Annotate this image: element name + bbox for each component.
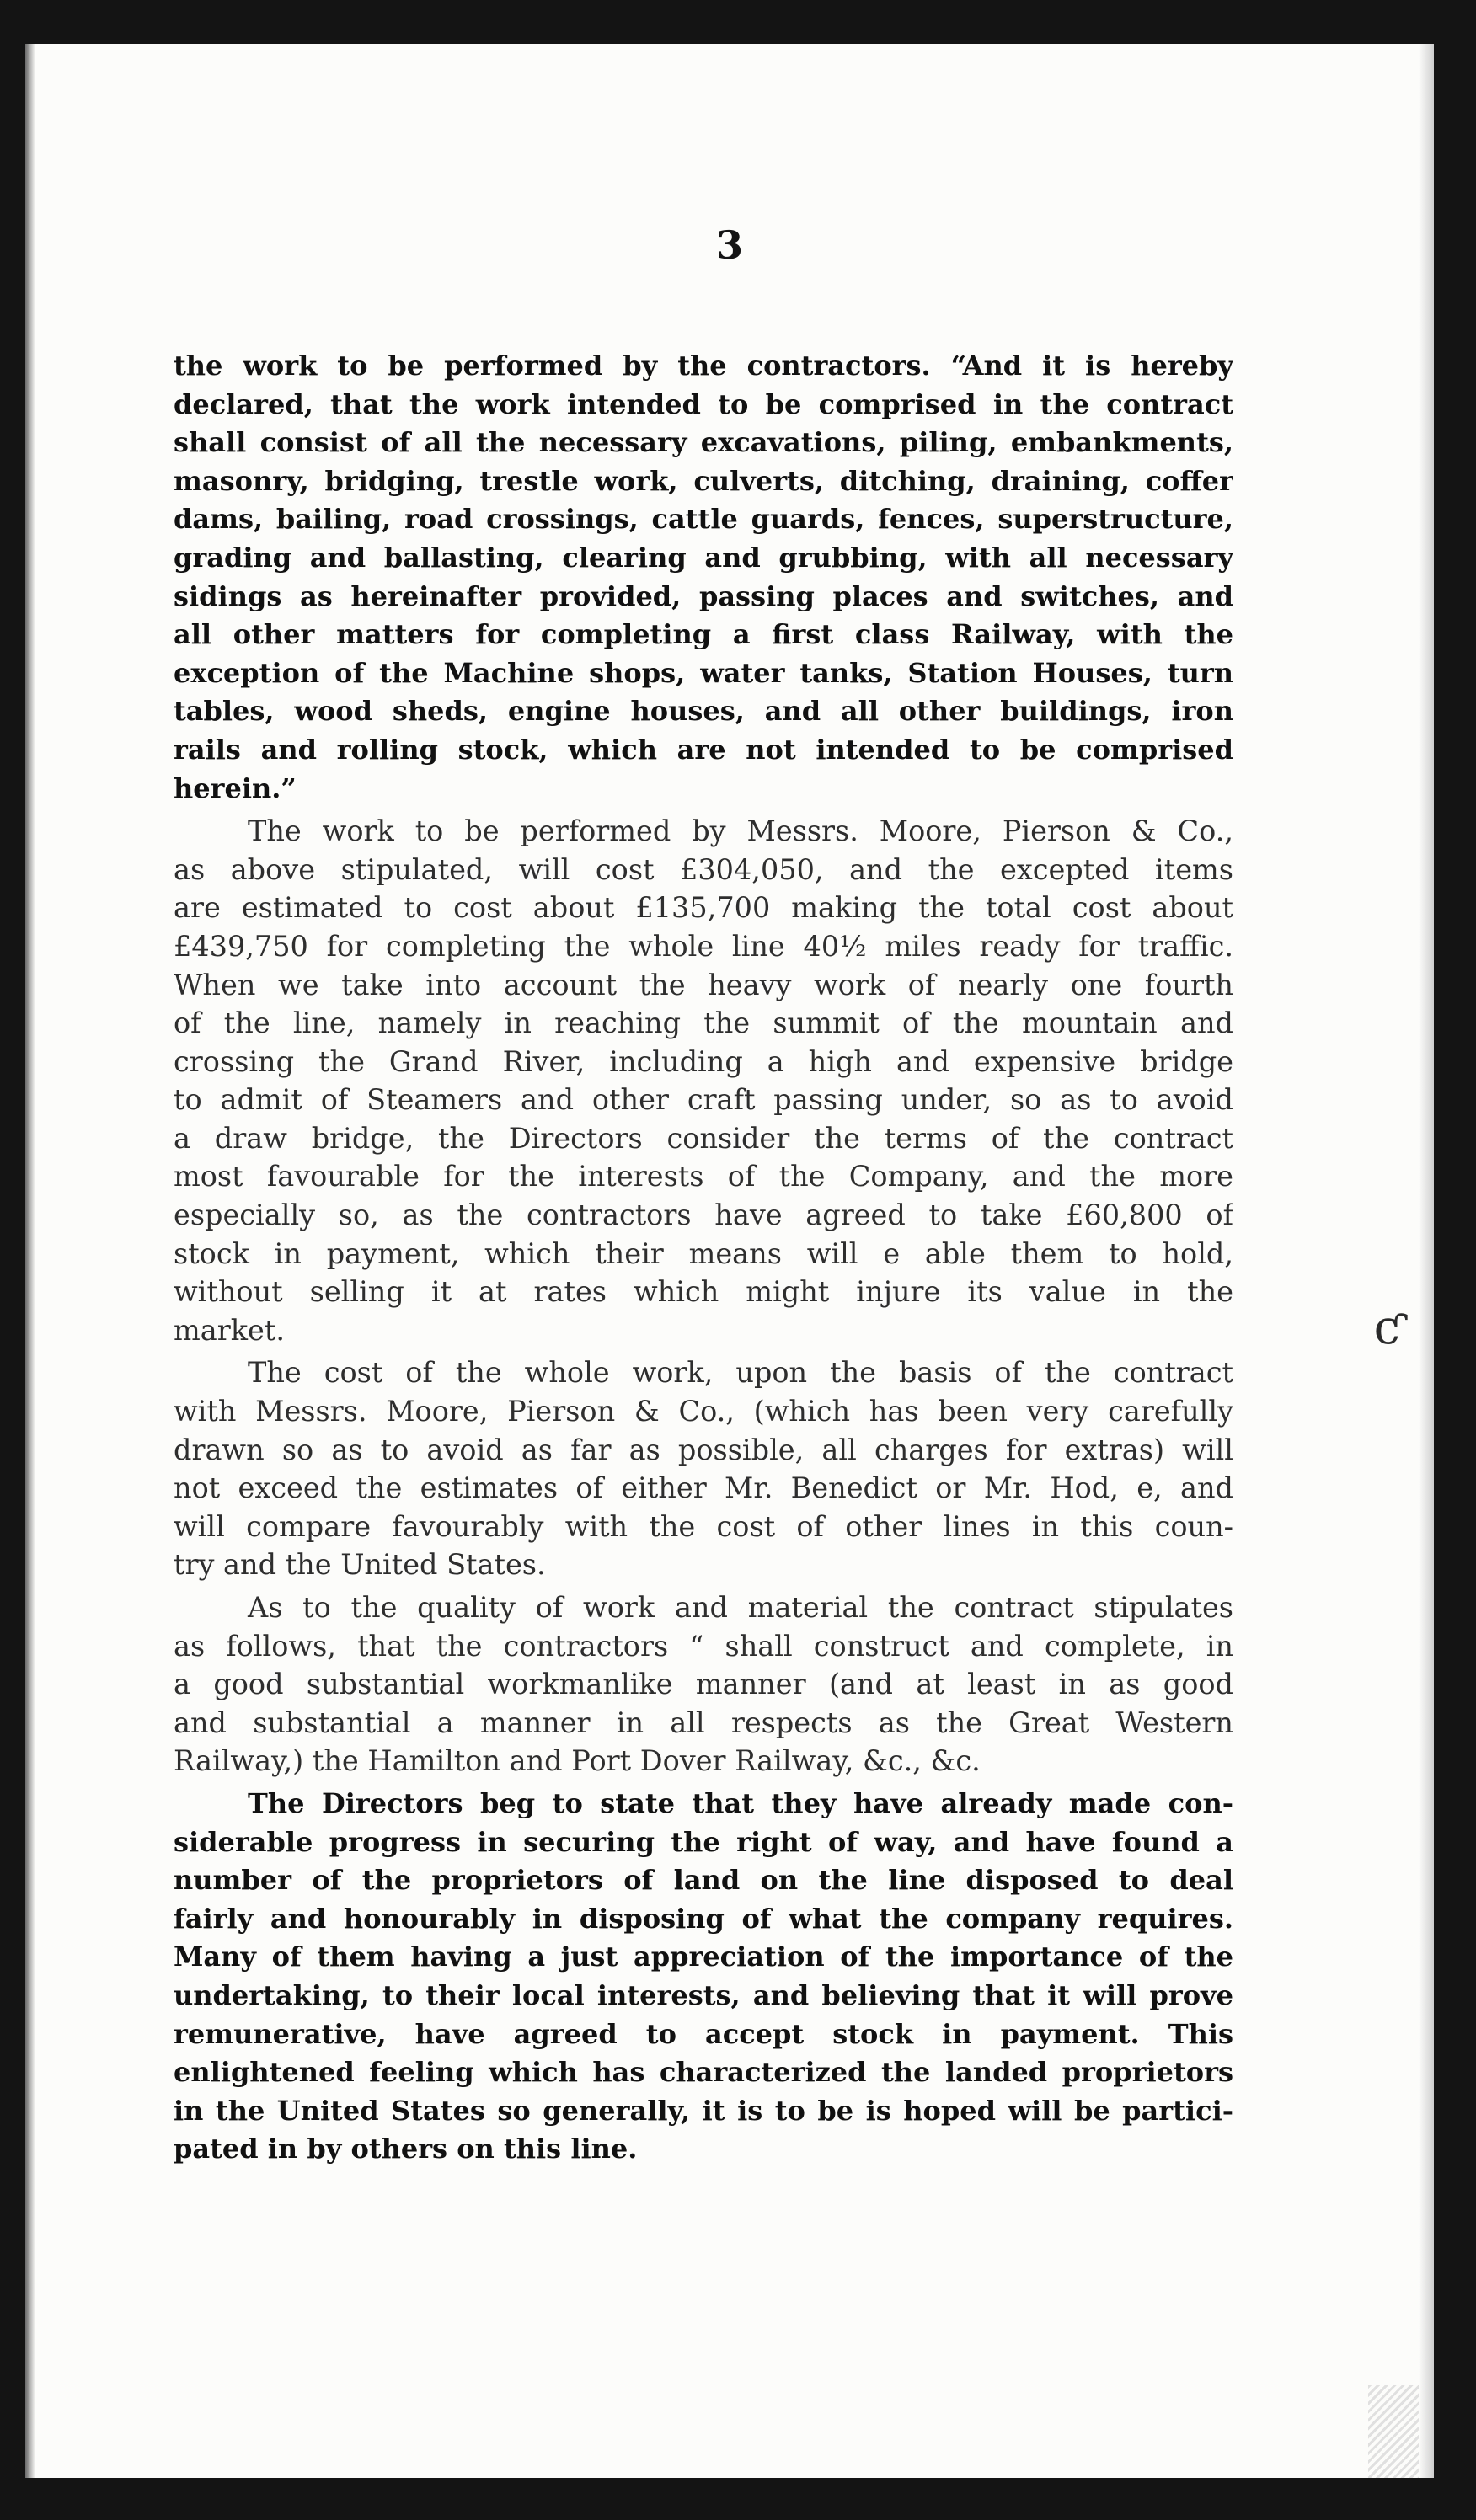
text-line: Railway,) the Hamilton and Port Dover Railway, &c., &c.	[174, 1744, 981, 1778]
text-line: rails and rolling stock, which are not intended to be comprised	[174, 733, 1233, 766]
text-line: exception of the Machine shops, water tanks, Station Houses, turn	[174, 656, 1233, 689]
text-line: As to the quality of work and material the contract stipulates	[248, 1591, 1233, 1624]
text-line: stock in payment, which their means will e able them to hold,	[174, 1236, 1233, 1270]
text-line: crossing the Grand River, including a high and expensive bridge	[174, 1044, 1233, 1078]
paragraph	[174, 1353, 1233, 1584]
text-line: Many of them having a just appreciation of the importance of the	[174, 1941, 1233, 1973]
text-line: most favourable for the interests of the Company, and the more	[174, 1160, 1233, 1193]
text-line: number of the proprietors of land on the line disposed to deal	[174, 1864, 1233, 1897]
text-line: dams, bailing, road crossings, cattle guards, fences, superstructure,	[174, 503, 1233, 536]
text-line: and substantial a manner in all respects as the Great Western	[174, 1706, 1233, 1739]
body-text	[174, 347, 1233, 2173]
paragraph	[174, 1785, 1233, 2169]
text-line: herein.”	[174, 771, 297, 804]
text-line: will compare favourably with the cost of other lines in this coun-	[174, 1509, 1233, 1543]
text-line: with Messrs. Moore, Pierson & Co., (which has been very carefully	[174, 1395, 1233, 1428]
text-line: enlightened feeling which has characterized the landed proprietors	[174, 2056, 1233, 2089]
text-line: siderable progress in securing the right of way, and have found a	[174, 1825, 1233, 1858]
text-line: to admit of Steamers and other craft passing under, so as to avoid	[174, 1083, 1233, 1117]
text-line: shall consist of all the necessary excavations, piling, embankments,	[174, 426, 1233, 459]
text-line: without selling it at rates which might injure its value in the	[174, 1275, 1233, 1309]
text-line: pated in by others on this line.	[174, 2133, 638, 2165]
text-line: drawn so as to avoid as far as possible, all charges for extras) will	[174, 1433, 1233, 1466]
text-line: £439,750 for completing the whole line 40½ miles ready for traffic.	[174, 929, 1233, 963]
paragraph	[174, 812, 1233, 1349]
text-line: a good substantial workmanlike manner (and at least in as good	[174, 1668, 1233, 1701]
document-page	[25, 44, 1434, 2478]
text-line: tables, wood sheds, engine houses, and all other buildings, iron	[174, 695, 1233, 728]
paragraph	[174, 1588, 1233, 1781]
text-line: not exceed the estimates of either Mr. Benedict or Mr. Hod, e, and	[174, 1471, 1233, 1505]
text-line: fairly and honourably in disposing of what the company requires.	[174, 1902, 1233, 1935]
text-line: especially so, as the contractors have agreed to take £60,800 of	[174, 1199, 1233, 1232]
text-line: The work to be performed by Messrs. Moore, Pierson & Co.,	[248, 814, 1233, 848]
text-line: as follows, that the contractors “ shall construct and complete, in	[174, 1629, 1233, 1663]
page-left-edge-shadow	[25, 44, 35, 2478]
text-line: market.	[174, 1313, 285, 1347]
text-line: grading and ballasting, clearing and grubbing, with all necessary	[174, 541, 1233, 574]
text-line: are estimated to cost about £135,700 making the total cost about	[174, 891, 1233, 925]
text-line: as above stipulated, will cost £304,050, and the excepted items	[174, 852, 1233, 886]
text-line: When we take into account the heavy work of nearly one fourth	[174, 968, 1233, 1001]
text-line: declared, that the work intended to be comprised in the contract	[174, 387, 1233, 420]
text-line: in the United States so generally, it is to be is hoped will be partici-	[174, 2094, 1233, 2127]
page-right-edge-shadow	[1419, 44, 1434, 2478]
text-line: sidings as hereinafter provided, passing places and switches, and	[174, 579, 1233, 612]
text-line: all other matters for completing a first class Railway, with the	[174, 618, 1233, 651]
text-line: The Directors beg to state that they have already made con-	[248, 1786, 1233, 1819]
page-corner-wear	[1368, 2385, 1419, 2478]
page-number: 3	[715, 222, 743, 268]
margin-mark: ƈ	[1373, 1300, 1400, 1355]
text-line: The cost of the whole work, upon the basis of the contract	[248, 1356, 1233, 1390]
text-line: the work to be performed by the contractors. “And it is hereby	[174, 350, 1233, 382]
text-line: a draw bridge, the Directors consider the terms of the contract	[174, 1121, 1233, 1155]
text-line: remunerative, have agreed to accept stock in payment. This	[174, 2017, 1233, 2050]
text-line: of the line, namely in reaching the summit of the mountain and	[174, 1006, 1233, 1040]
text-line: undertaking, to their local interests, and believing that it will prove	[174, 1978, 1233, 2011]
text-line: masonry, bridging, trestle work, culverts, ditching, draining, coffer	[174, 464, 1233, 497]
paragraph	[174, 347, 1233, 808]
text-line: try and the United States.	[174, 1548, 546, 1582]
